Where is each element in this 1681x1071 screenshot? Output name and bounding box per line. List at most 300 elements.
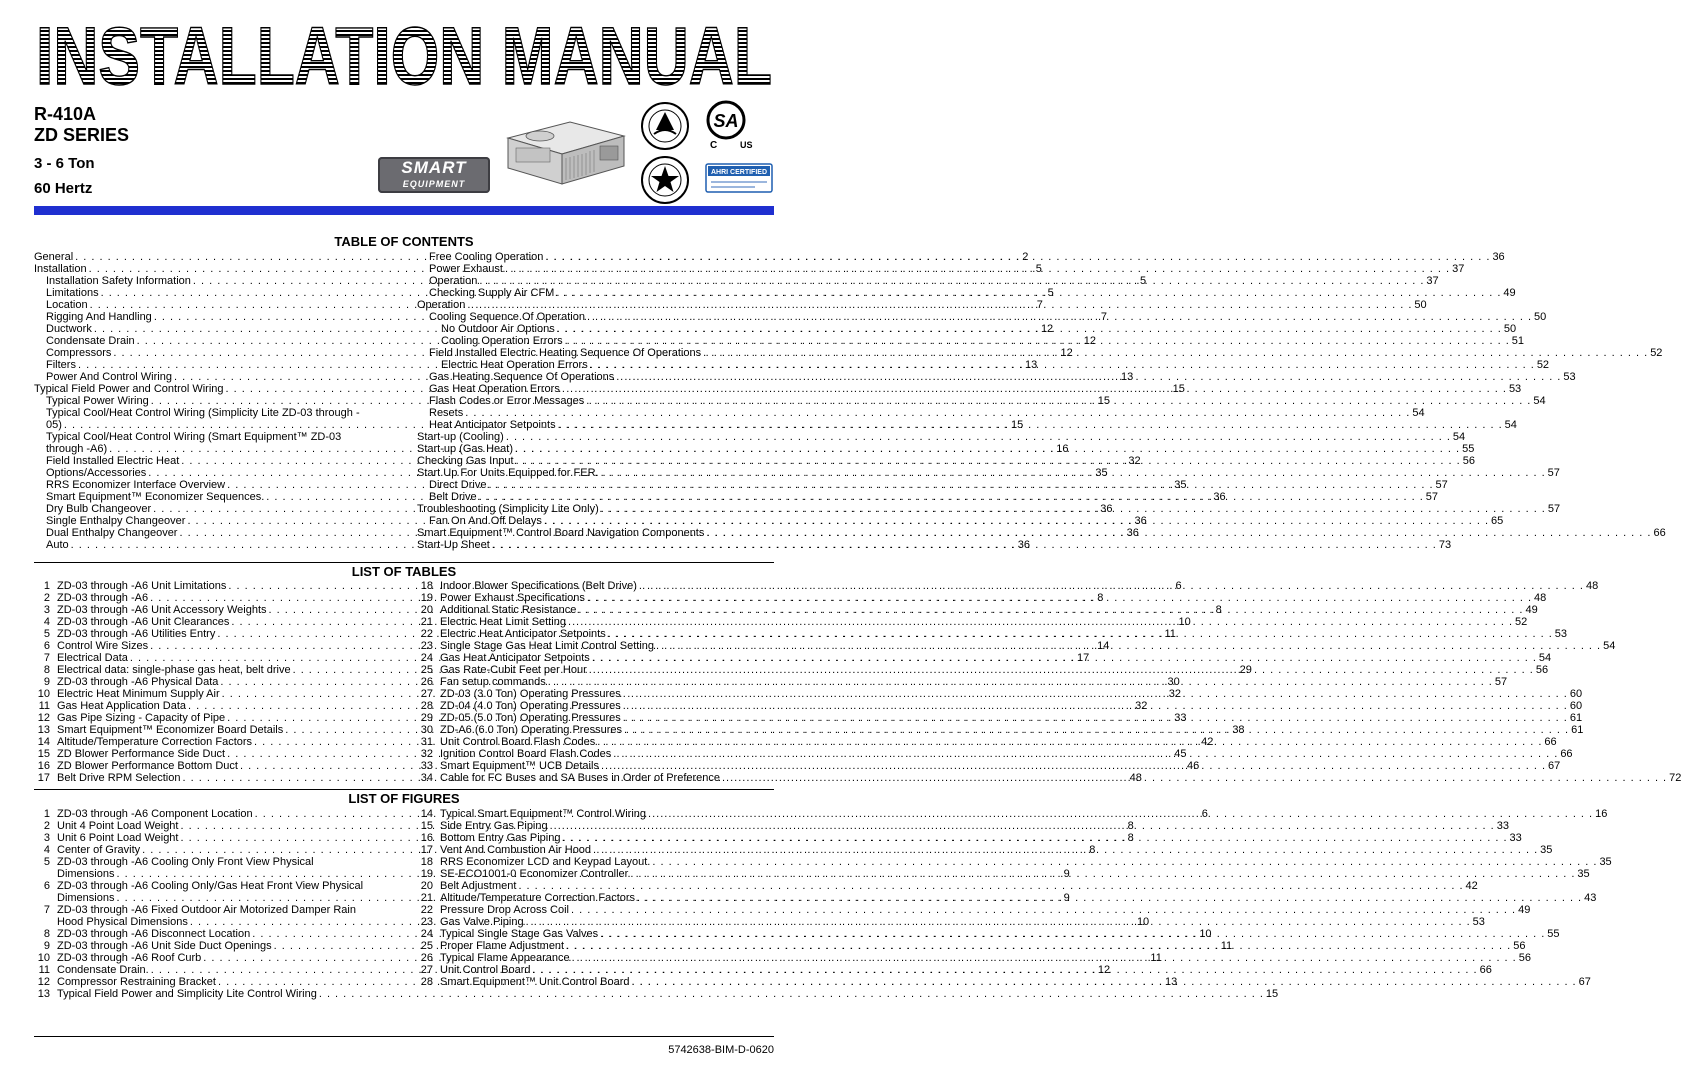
figure-entry-title: Side Entry Gas Piping [440, 820, 548, 832]
figure-entry-page: 55 [1547, 928, 1560, 940]
dot-leader [506, 431, 1451, 443]
toc-entry-title: Flash Codes or Error Messages [429, 395, 585, 407]
table-entry-title: Ignition Control Board Flash Codes [440, 748, 612, 760]
table-entry-page: 14 [1097, 640, 1110, 652]
table-entry-title: ZD-04 (4.0 Ton) Operating Pressures [440, 700, 621, 712]
table-entry-page: 8 [1097, 592, 1104, 604]
table-entry-page: 49 [1525, 604, 1538, 616]
toc-entry-page: 7 [1100, 311, 1108, 323]
figure-entry-title: Unit 6 Point Load Weight [57, 832, 179, 844]
toc-entry[interactable] [417, 287, 1516, 299]
toc-entry-page: 73 [1438, 539, 1452, 551]
figure-entry[interactable] [417, 808, 1608, 820]
figure-entry-page: 66 [1479, 964, 1492, 976]
toc-entry-page: 2 [1022, 251, 1029, 263]
toc-entry-title: Typical Cool/Heat Control Wiring (Simplicity Lite ZD-03 through - [46, 407, 360, 419]
figure-entry-page: 43 [1584, 892, 1597, 904]
dot-leader [592, 652, 1537, 664]
figure-entry-title: Typical Flame Appearance [440, 952, 570, 964]
table-entry-number: 32 [420, 748, 433, 760]
figure-entry-number: 4 [43, 844, 50, 856]
toc-entry-title: Typical Power Wiring [46, 395, 149, 407]
dot-leader [558, 419, 1503, 431]
table-entry-number: 9 [43, 676, 50, 688]
dot-leader [589, 664, 1534, 676]
figure-entry-title: Unit Control Board [440, 964, 531, 976]
ahri-text: AHRI CERTIFIED [711, 169, 767, 176]
figure-entry-page: 53 [1472, 916, 1485, 928]
toc-entry-title: Filters [46, 359, 76, 371]
table-entry-page: 53 [1554, 628, 1568, 640]
figure-entry-line[interactable] [34, 880, 390, 892]
toc-entry-page: 52 [1650, 347, 1663, 359]
toc-entry-page: 37 [1452, 263, 1465, 275]
toc-entry-title: No Outdoor Air Options [441, 323, 555, 335]
table-entry-number: 28 [420, 700, 433, 712]
figure-entry-page: 33 [1496, 820, 1509, 832]
toc-entry-title: Cooling Sequence Of Operation [429, 311, 585, 323]
figure-entry-title: Pressure Drop Across Coil [440, 904, 569, 916]
figure-entry-title: Smart Equipment™ Unit Control Board [440, 976, 630, 988]
figure-entry-page: 35 [1599, 856, 1612, 868]
figure-entry-page: 33 [1509, 832, 1522, 844]
toc-entry-title: Troubleshooting (Simplicity Lite Only) [417, 503, 599, 515]
figure-entry-number: 8 [43, 928, 50, 940]
figure-entry-page: 12 [1097, 964, 1111, 976]
table-entry-number: 31 [420, 736, 433, 748]
dot-leader [505, 263, 1450, 275]
toc-entry-title: Direct Drive [429, 479, 487, 491]
toc-entry-page: 5 [1047, 287, 1054, 299]
dot-leader [637, 892, 1582, 904]
table-entry-page: 54 [1538, 652, 1552, 664]
figure-entry-title: Typical Field Power and Simplicity Lite Control Wiring [57, 988, 317, 1000]
toc-entry-page: 12 [1083, 335, 1097, 347]
table-entry-title: Gas Pipe Sizing - Capacity of Pipe [57, 712, 226, 724]
table-entry-title: Electric Heat Anticipator Setpoints [440, 628, 606, 640]
table-entry-number: 30 [420, 724, 433, 736]
table-entry-page: 46 [1187, 760, 1200, 772]
figure-entry-title: Bottom Entry Gas Piping [440, 832, 561, 844]
table-entry-title: ZD-03 through -A6 Physical Data [57, 676, 219, 688]
figure-entry-number: 10 [37, 952, 50, 964]
figure-entry-number: 27 [420, 964, 433, 976]
dot-leader [597, 736, 1542, 748]
toc-entry-page: 36 [1134, 515, 1147, 527]
figure-entry-number: 28 [420, 976, 433, 988]
toc-entry-title: Location [46, 299, 88, 311]
dot-leader [562, 383, 1507, 395]
table-entry-page: 42 [1201, 736, 1214, 748]
toc-entry-page: 53 [1508, 383, 1522, 395]
dot-leader [515, 443, 1460, 455]
figure-entry-number: 25 [420, 940, 433, 952]
table-entry-title: Electric Heat Limit Setting [440, 616, 566, 628]
figure-entry-number: 14 [420, 808, 433, 820]
toc-entry-page: 12 [1060, 347, 1073, 359]
table-entry-page: 52 [1515, 616, 1528, 628]
table-entry-page: 67 [1548, 760, 1561, 772]
toc-entry-title: 05) [46, 419, 62, 431]
figure-entry-page: 6 [1201, 808, 1208, 820]
table-entry-number: 23 [420, 640, 433, 652]
figure-entry-page: 56 [1518, 952, 1531, 964]
figure-entry[interactable] [417, 868, 1590, 880]
tables-divider [34, 562, 774, 563]
table-entry-title: Control Wire Sizes [57, 640, 149, 652]
toc-entry-page: 57 [1547, 467, 1560, 479]
figure-entry-number: 18 [420, 856, 433, 868]
table-entry-page: 32 [1135, 700, 1148, 712]
toc-entry-page: 49 [1503, 287, 1516, 299]
toc-entry-page: 36 [1100, 503, 1113, 515]
figure-entry-title: Center of Gravity [57, 844, 141, 856]
dot-leader [479, 275, 1424, 287]
figure-entry-number: 19 [420, 868, 433, 880]
dot-leader [616, 371, 1561, 383]
table-entry-title: ZD-03 through -A6 Utilities Entry [57, 628, 216, 640]
table-entry-title: ZD-03 through -A6 [57, 592, 149, 604]
table-entry-page: 38 [1232, 724, 1245, 736]
toc-entry-title: Typical Field Power and Control Wiring [34, 383, 224, 395]
table-entry-title: ZD-A6 (6.0 Ton) Operating Pressures [440, 724, 622, 736]
banner-title [34, 11, 774, 102]
toc-entry-page: 16 [1056, 443, 1069, 455]
dot-leader [562, 832, 1507, 844]
toc-entry-title: through -A6) [46, 443, 108, 455]
table-entry-number: 17 [37, 772, 50, 784]
figure-entry-number: 20 [420, 880, 433, 892]
dot-leader [601, 503, 1546, 515]
figure-entry[interactable] [417, 820, 1509, 832]
footer-divider [34, 1036, 774, 1037]
figure-entry-number: 17 [420, 844, 433, 856]
dot-leader [624, 724, 1569, 736]
table-entry-title: ZD Blower Performance Bottom Duct [57, 760, 238, 772]
table-entry-title: Electrical Data [57, 652, 128, 664]
figure-entry-page: 13 [1165, 976, 1178, 988]
toc-entry-page: 56 [1462, 455, 1475, 467]
toc-entry-title: Ductwork [46, 323, 92, 335]
table-entry-title: Power Exhaust Specifications [440, 592, 585, 604]
figure-entry-title: RRS Economizer LCD and Keypad Layout. [440, 856, 651, 868]
table-entry-number: 5 [43, 628, 50, 640]
csa-certification-mark [704, 100, 756, 150]
toc-title: TABLE OF CONTENTS [334, 234, 474, 249]
figure-entry-number: 1 [43, 808, 50, 820]
toc-entry-page: 5 [1140, 275, 1147, 287]
toc-entry-title: Field Installed Electric Heat [46, 455, 180, 467]
figure-entry-number: 23 [420, 916, 433, 928]
dot-leader [630, 868, 1575, 880]
table-entry-number: 27 [420, 688, 433, 700]
table-entry-page: 48 [1129, 772, 1142, 784]
dot-leader [632, 976, 1577, 988]
frequency: 60 Hertz [34, 180, 93, 197]
dot-leader [601, 467, 1546, 479]
figure-entry-number: 21 [420, 892, 433, 904]
table-entry-page: 48 [1534, 592, 1547, 604]
table-entry-title: ZD-03 through -A6 Unit Limitations [57, 580, 227, 592]
table-entry-title: ZD-05 (5.0 Ton) Operating Pressures [440, 712, 621, 724]
toc-entry-title: Rigging And Handling [46, 311, 152, 323]
toc-entry-title: Power And Control Wiring [46, 371, 172, 383]
dot-leader [550, 820, 1495, 832]
table-entry-title: Smart Equipment™ UCB Details [440, 760, 599, 772]
toc-entry-page: 53 [1563, 371, 1576, 383]
table-entry-number: 3 [43, 604, 50, 616]
toc-entry-title: Dual Enthalpy Changeover [46, 527, 178, 539]
toc-entry-page: 12 [1040, 323, 1054, 335]
figure-entry-title: Dimensions [57, 868, 115, 880]
table-entry-page: 29 [1239, 664, 1252, 676]
figure-entry-title: Condensate Drain. [57, 964, 149, 976]
dot-leader [565, 335, 1510, 347]
toc-entry[interactable] [417, 311, 1547, 323]
dot-leader [533, 964, 1478, 976]
dot-leader [572, 952, 1517, 964]
dot-leader [652, 856, 1597, 868]
toc-entry[interactable] [417, 263, 1465, 275]
table-entry-page: 57 [1494, 676, 1508, 688]
toc-entry-page: 55 [1462, 443, 1475, 455]
table-entry-page: 32 [1168, 688, 1181, 700]
table-entry-title: Unit Control Board Flash Codes [440, 736, 596, 748]
toc-entry[interactable] [417, 275, 1439, 287]
dot-leader [706, 527, 1651, 539]
dot-leader [587, 592, 1532, 604]
toc-entry-title: Condensate Drain [46, 335, 135, 347]
svg-text:SA: SA [713, 111, 739, 131]
toc-entry-page: 50 [1534, 311, 1547, 323]
figure-entry-page: 16 [1595, 808, 1608, 820]
toc-entry-page: 36 [1126, 527, 1139, 539]
table-entry[interactable] [417, 592, 1547, 604]
smart-logo-line1: SMART [401, 158, 467, 177]
toc-entry-title: Start Up For Units Equipped for FER. [417, 467, 599, 479]
table-entry-page: 8 [1215, 604, 1222, 616]
toc-entry-page: 50 [1503, 323, 1517, 335]
toc-entry-title: Single Enthalpy Changeover [46, 515, 186, 527]
toc-entry-title: Limitations [46, 287, 99, 299]
table-entry-number: 6 [43, 640, 50, 652]
dot-leader [722, 772, 1667, 784]
figure-entry-title: Hood Physical Dimensions [57, 916, 188, 928]
toc-entry-title: Operation [417, 299, 466, 311]
toc-entry-page: 37 [1426, 275, 1439, 287]
figure-entry-title: SE-ECO1001-0 Economizer Controller [440, 868, 629, 880]
figure-entry-number: 15 [420, 820, 433, 832]
toc-entry-title: Checking Supply Air CFM [429, 287, 555, 299]
table-entry-number: 4 [43, 616, 50, 628]
dot-leader [492, 539, 1437, 551]
table-entry-title: Additional Static Resistance [440, 604, 577, 616]
figure-entry-number: 22 [420, 904, 433, 916]
refrigerant: R-410A [34, 104, 97, 124]
series: ZD SERIES [34, 125, 130, 145]
toc-entry-line[interactable] [34, 431, 390, 443]
table-entry-page: 10 [1178, 616, 1191, 628]
toc-entry-title: Belt Drive [429, 491, 477, 503]
certified-star-seal [640, 155, 690, 205]
figure-entry-line[interactable] [34, 904, 390, 916]
toc-entry-title: Auto [46, 539, 69, 551]
figure-entry-number: 5 [43, 856, 50, 868]
toc-entry-page: 54 [1412, 407, 1425, 419]
header-divider-bar [34, 206, 774, 215]
dot-leader [656, 640, 1601, 652]
rooftop-unit-image [500, 110, 630, 190]
dot-leader [703, 347, 1648, 359]
figure-entry-title: ZD-03 through -A6 Component Location [57, 808, 253, 820]
toc-entry-page: 65 [1491, 515, 1504, 527]
figure-entry-number: 16 [420, 832, 433, 844]
table-entry-title: Indoor Blower Specifications (Belt Drive) [440, 580, 637, 592]
figure-entry-page: 9 [1063, 892, 1070, 904]
table-entry-title: ZD-03 through -A6 Unit Accessory Weights [57, 604, 267, 616]
table-entry-number: 26 [420, 676, 433, 688]
smart-equipment-logo [378, 157, 490, 193]
figure-entry-title: ZD-03 through -A6 Fixed Outdoor Air Motorized Damper Rain [57, 904, 356, 916]
smart-logo-line2: EQUIPMENT [402, 179, 466, 189]
toc-entry-title: Start-Up Sheet [417, 539, 490, 551]
dot-leader [568, 616, 1513, 628]
toc-entry-title: Resets [429, 407, 464, 419]
ahri-certified-logo [705, 163, 773, 193]
dot-leader [319, 988, 1264, 1000]
figure-entry-title: Proper Flame Adjustment [440, 940, 565, 952]
table-entry-page: 48 [1585, 580, 1599, 592]
figure-entry[interactable] [417, 844, 1553, 856]
figure-entry-page: 8 [1127, 820, 1134, 832]
toc-entry[interactable] [417, 431, 1466, 443]
document-number: 5742638-BIM-D-0620 [668, 1044, 774, 1056]
table-entry-title: Belt Drive RPM Selection [57, 772, 181, 784]
table-entry-number: 18 [420, 580, 433, 592]
design-certified-seal [640, 100, 690, 152]
figure-entry[interactable] [417, 904, 1531, 916]
dot-leader [578, 604, 1523, 616]
toc-entry-page: 15 [1097, 395, 1111, 407]
dot-leader [557, 323, 1502, 335]
figure-entry[interactable] [34, 988, 1279, 1000]
dot-leader [526, 916, 1471, 928]
table-entry-page: 33 [1174, 712, 1187, 724]
toc-entry-title: Gas Heat Operation Errors [429, 383, 560, 395]
dot-leader [623, 688, 1568, 700]
dot-leader [593, 844, 1538, 856]
dot-leader [488, 479, 1433, 491]
toc-entry-title: Free Cooling Operation [429, 251, 544, 263]
figure-entry-title: Gas Valve Piping [440, 916, 524, 928]
table-entry-page: 66 [1560, 748, 1573, 760]
figure-entry-number: 24 [420, 928, 433, 940]
toc-entry-title: Dry Bulb Changeover [46, 503, 152, 515]
table-entry-page: 72 [1669, 772, 1681, 784]
toc-entry-page: 66 [1653, 527, 1666, 539]
table-entry-page: 45 [1174, 748, 1187, 760]
dot-leader [467, 299, 1412, 311]
figure-entry-title: ZD-03 through -A6 Cooling Only Front View Physical [57, 856, 314, 868]
table-entry-number: 2 [43, 592, 50, 604]
figure-entry-page: 15 [1265, 988, 1279, 1000]
dot-leader [479, 491, 1424, 503]
table-entry-page: 56 [1535, 664, 1549, 676]
toc-entry-page: 36 [1213, 491, 1226, 503]
toc-entry-line[interactable] [34, 407, 390, 419]
figure-entry-number: 3 [43, 832, 50, 844]
table-entry-page: 30 [1167, 676, 1180, 688]
figure-entry-page: 56 [1513, 940, 1526, 952]
toc-entry-page: 57 [1425, 491, 1439, 503]
table-entry-page: 61 [1569, 712, 1583, 724]
figure-entry-page: 35 [1540, 844, 1553, 856]
figure-entry[interactable] [417, 892, 1597, 904]
figure-entry[interactable] [417, 880, 1478, 892]
table-entry-number: 12 [37, 712, 50, 724]
table-entry-title: Single Stage Gas Heat Limit Control Setting [440, 640, 655, 652]
dot-leader [613, 748, 1558, 760]
figure-entry-title: ZD-03 through -A6 Cooling Only/Gas Heat Front View Physical [57, 880, 364, 892]
toc-entry-page: 36 [1017, 539, 1030, 551]
table-entry-title: Electrical data: single-phase gas heat, belt drive [57, 664, 291, 676]
dot-leader [465, 407, 1410, 419]
table-entry-title: Gas Heat Application Data [57, 700, 187, 712]
figure-entry-line[interactable] [34, 856, 390, 868]
table-entry-number: 11 [38, 700, 50, 712]
figure-entry-number: 6 [43, 880, 50, 892]
toc-entry-title: Start-up (Cooling) [417, 431, 504, 443]
toc-entry[interactable] [417, 407, 1425, 419]
dot-leader [648, 808, 1593, 820]
figure-entry-title: ZD-03 through -A6 Roof Curb [57, 952, 202, 964]
toc-entry-page: 13 [1025, 359, 1038, 371]
toc-entry-page: 7 [1036, 299, 1043, 311]
toc-entry-title: Gas Heating Sequence Of Operations [429, 371, 615, 383]
dot-leader [590, 359, 1535, 371]
toc-entry-page: 13 [1121, 371, 1134, 383]
figure-entry-number: 12 [37, 976, 50, 988]
toc-entry[interactable] [417, 251, 1505, 263]
toc-entry-title: Smart Equipment™ Economizer Sequences. [46, 491, 265, 503]
csa-us-label: US [740, 140, 753, 150]
model-info [34, 104, 129, 198]
figure-entry-title: Altitude/Temperature Correction Factors [440, 892, 636, 904]
table-entry-page: 61 [1571, 724, 1584, 736]
figure-entry-page: 10 [1199, 928, 1212, 940]
table-entry[interactable] [417, 580, 1599, 592]
toc-entry-page: 36 [1492, 251, 1505, 263]
figures-title: LIST OF FIGURES [348, 791, 460, 806]
dot-leader [548, 676, 1493, 688]
toc-entry-page: 54 [1533, 395, 1546, 407]
figure-entry-page: 11 [1220, 940, 1233, 952]
toc-entry-title: Options/Accessories [46, 467, 147, 479]
table-entry[interactable] [417, 604, 1538, 616]
toc-entry-page: 51 [1511, 335, 1525, 347]
toc-entry-title: Start-up (Gas Heat) [417, 443, 513, 455]
dot-leader [623, 700, 1568, 712]
toc-entry-title: Compressors [46, 347, 112, 359]
table-entry-number: 14 [37, 736, 50, 748]
figure-entry[interactable] [417, 856, 1612, 868]
table-entry-title: Gas Rate-Cubit Feet per Hour [440, 664, 587, 676]
table-entry-number: 34 [420, 772, 433, 784]
toc-entry-page: 35 [1095, 467, 1108, 479]
toc-entry-title: Heat Anticipator Setpoints [429, 419, 556, 431]
toc-entry[interactable] [417, 299, 1427, 311]
figure-entry[interactable] [417, 832, 1522, 844]
